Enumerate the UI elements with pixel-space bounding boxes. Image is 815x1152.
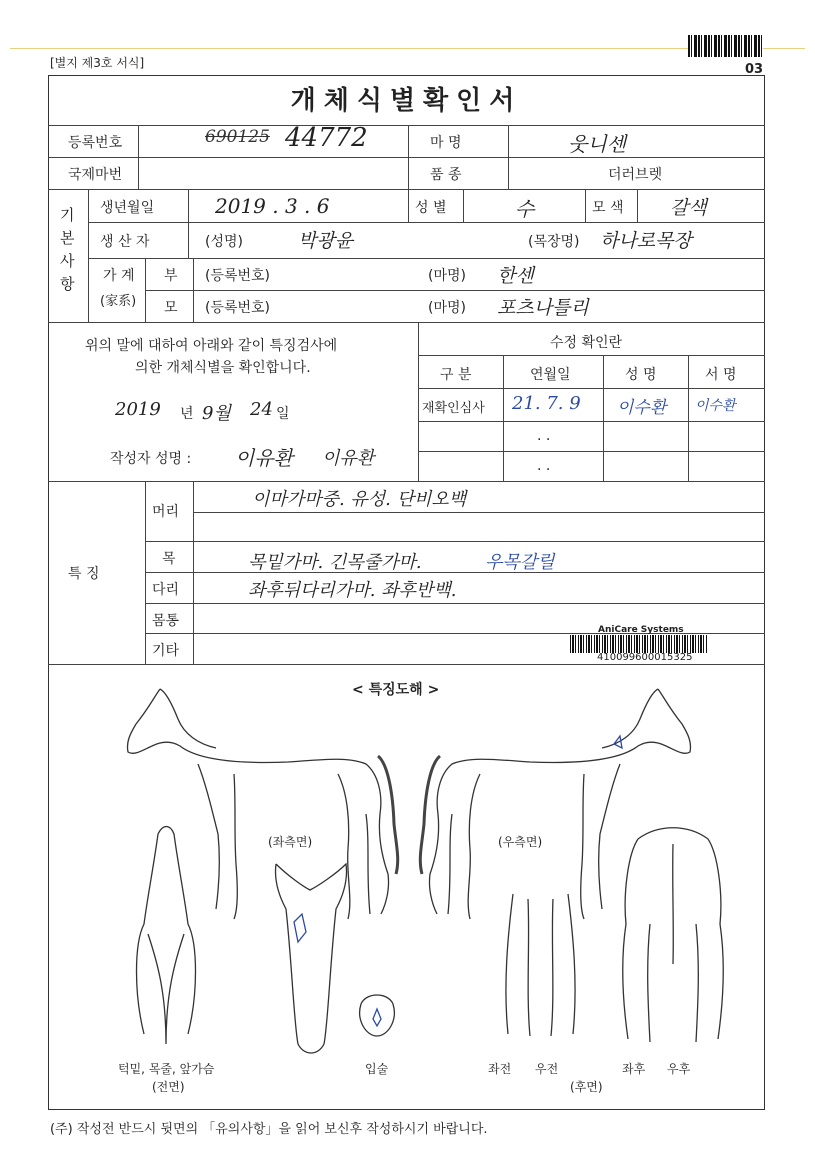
- sire-name-label: (마명): [428, 268, 466, 284]
- top-barcode: [688, 35, 763, 57]
- left-side-label: (좌측면): [268, 835, 313, 849]
- dam-name-label: (마명): [428, 300, 466, 316]
- row1-sign: 이수환: [695, 398, 736, 414]
- front-label: (전면): [152, 1080, 185, 1094]
- col-divider: [603, 355, 604, 481]
- right-fore-label: 우전: [535, 1062, 559, 1076]
- pedigree-label: 가 계: [103, 268, 135, 284]
- dam-name-value: 포츠나틀리: [497, 297, 589, 319]
- left-hind-label: 좌후: [622, 1062, 646, 1076]
- row-divider: [145, 290, 765, 291]
- dam-reg-label: (등록번호): [205, 300, 271, 316]
- reg-no-value: 44772: [285, 123, 368, 153]
- ranch-label: (목장명): [528, 234, 580, 250]
- row-divider: [48, 322, 765, 323]
- neck-label: 목: [162, 551, 176, 567]
- date-day: 24: [250, 399, 273, 420]
- col-divider: [463, 189, 464, 222]
- form-label: [별지 제3호 서식]: [50, 56, 145, 70]
- producer-name-label: (성명): [205, 234, 243, 250]
- col-div: 구 분: [440, 367, 472, 383]
- row-divider: [193, 512, 765, 513]
- neck-value: 목밑가마. 긴목줄가마.: [248, 552, 422, 573]
- col-divider: [503, 355, 504, 481]
- barcode-brand: AniCare Systems: [598, 625, 684, 635]
- row-divider: [418, 355, 765, 356]
- col-divider: [408, 125, 409, 189]
- col-date: 연월일: [530, 367, 571, 383]
- author-name: 이유환: [235, 446, 293, 470]
- producer-name-value: 박광윤: [298, 230, 354, 252]
- date-year: 2019: [115, 399, 161, 420]
- row3-date: . .: [537, 458, 551, 474]
- diagram-title: < 특징도해 >: [352, 682, 440, 698]
- intl-no-label: 국제마번: [68, 167, 123, 183]
- sire-name-value: 한센: [497, 265, 534, 287]
- row-divider: [48, 157, 765, 158]
- col-divider: [508, 125, 509, 189]
- right-side-label: (우측면): [498, 835, 543, 849]
- row-divider: [48, 189, 765, 190]
- horse-name-value: 웃니센: [568, 132, 626, 156]
- col-name: 성 명: [625, 367, 657, 383]
- row-divider: [88, 258, 765, 259]
- col-divider: [688, 355, 689, 481]
- row-divider: [48, 481, 765, 482]
- row1-date: 21. 7. 9: [512, 393, 581, 414]
- horse-name-label: 마 명: [430, 135, 462, 151]
- sire-reg-label: (등록번호): [205, 268, 271, 284]
- col-divider: [193, 481, 194, 664]
- breed-value: 더러브렛: [608, 167, 663, 183]
- row1-name: 이수환: [617, 398, 667, 418]
- col-divider: [88, 189, 89, 322]
- col-divider: [188, 189, 189, 258]
- page-number: 03: [745, 62, 764, 77]
- color-label: 모 색: [592, 200, 624, 216]
- head-value: 이마가마중. 유성. 단비오백: [252, 489, 467, 510]
- leg-label: 다리: [152, 582, 180, 598]
- col-divider: [145, 258, 146, 322]
- statement-line2: 의한 개체식별을 확인합니다.: [135, 360, 311, 376]
- sex-label: 성 별: [415, 200, 447, 216]
- col-divider: [585, 189, 586, 222]
- col-divider: [138, 125, 139, 189]
- row-divider: [145, 541, 765, 542]
- dam-label: 모: [164, 300, 178, 316]
- lip-label: 입술: [365, 1062, 389, 1076]
- pedigree-hanja: (家系): [100, 294, 137, 309]
- footer-note: (주) 작성전 반드시 뒷면의 「유의사항」을 읽어 보신후 작성하시기 바랍니다.: [50, 1122, 488, 1137]
- breed-label: 품 종: [430, 167, 462, 183]
- feature-barcode: [570, 635, 708, 653]
- author-sign: 이유환: [322, 448, 375, 469]
- page-title: 개체식별확인서: [290, 86, 523, 116]
- row-divider: [88, 222, 765, 223]
- revision-title: 수정 확인란: [550, 335, 623, 351]
- etc-label: 기타: [152, 643, 180, 659]
- left-fore-label: 좌전: [488, 1062, 512, 1076]
- date-year-unit: 년: [180, 406, 194, 422]
- leg-value: 좌후뒤다리가마. 좌후반백.: [248, 580, 457, 601]
- birth-label: 생년월일: [100, 200, 155, 216]
- row-divider: [418, 451, 765, 452]
- row-divider: [418, 421, 765, 422]
- author-label: 작성자 성명 :: [110, 451, 192, 467]
- col-divider: [637, 189, 638, 222]
- date-month: 9월: [202, 403, 231, 424]
- barcode-number: 410099600015325: [597, 652, 693, 663]
- date-day-unit: 일: [276, 406, 290, 422]
- col-sign: 서 명: [705, 367, 737, 383]
- row-divider: [145, 603, 765, 604]
- body-label: 몸통: [152, 613, 180, 629]
- col-divider: [193, 258, 194, 322]
- neck-value-blue: 우목갈릴: [485, 552, 555, 573]
- features-section-label: 특 징: [68, 566, 100, 582]
- reg-no-struck: 690125: [205, 127, 270, 147]
- color-value: 갈색: [670, 197, 707, 219]
- producer-label: 생 산 자: [100, 234, 150, 250]
- right-hind-label: 우후: [667, 1062, 691, 1076]
- row-divider: [145, 572, 765, 573]
- basic-section-label: 기본사항: [60, 206, 75, 293]
- front-caption: 턱밑, 목줄, 앞가슴: [118, 1062, 215, 1076]
- col-divider: [418, 322, 419, 481]
- rear-label: (후면): [570, 1080, 603, 1094]
- row2-date: . .: [537, 428, 551, 444]
- birth-value: 2019 . 3 . 6: [215, 194, 330, 218]
- sire-label: 부: [164, 268, 178, 284]
- row-divider: [48, 125, 765, 126]
- row1-div: 재확인심사: [422, 401, 485, 416]
- col-divider: [145, 481, 146, 664]
- col-divider: [408, 189, 409, 222]
- top-rule: [10, 48, 805, 49]
- sex-value: 수: [515, 197, 535, 221]
- reg-no-label: 등록번호: [68, 135, 123, 151]
- horse-diagram: [48, 664, 765, 1110]
- row-divider: [418, 388, 765, 389]
- statement-line1: 위의 말에 대하여 아래와 같이 특징검사에: [85, 338, 338, 354]
- ranch-value: 하나로목장: [600, 230, 692, 252]
- head-label: 머리: [152, 504, 180, 520]
